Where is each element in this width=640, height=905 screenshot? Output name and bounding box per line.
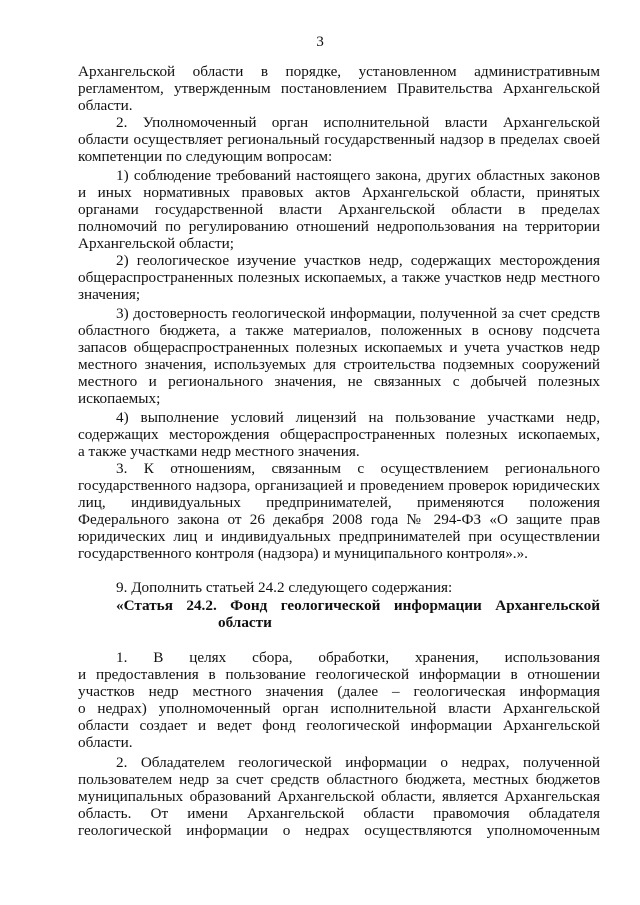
page-number: 3: [316, 33, 324, 50]
text-line: и иных нормативных правовых актов Архангельской области, принятых: [78, 184, 600, 201]
text-line: юридических лиц и индивидуальных предпринимателей при осуществлении: [78, 528, 600, 545]
text-line: лиц, индивидуальных предпринимателей, применяются положения: [78, 494, 600, 511]
text-line: области создает и ведет фонд геологической информации Архангельской: [78, 717, 600, 734]
text-line: 3) достоверность геологической информации, полученной за счет средств: [116, 305, 600, 322]
text-line: а также участками недр местного значения.: [78, 443, 360, 460]
text-line: о недрах) уполномоченный орган исполнительной власти Архангельской: [78, 700, 600, 717]
text-line: области.: [78, 734, 133, 751]
text-line: 2) геологическое изучение участков недр, содержащих месторождения: [116, 252, 600, 269]
text-line: регламентом, утвержденным постановлением Правительства Архангельской: [78, 80, 600, 97]
text-line: областного бюджета, а также материалов, положенных в основу подсчета: [78, 322, 600, 339]
text-line: 3. К отношениям, связанным с осуществлением регионального: [116, 460, 600, 477]
text-line: Архангельской области;: [78, 235, 234, 252]
text-line: пользователем недр за счет средств областного бюджета, местных бюджетов: [78, 771, 600, 788]
text-line: 2. Обладателем геологической информации о недрах, полученной: [116, 754, 600, 771]
text-line: государственного надзора, организацией и проведением проверок юридических: [78, 477, 600, 494]
text-line: область. От имени Архангельской области правомочия обладателя: [78, 805, 600, 822]
text-line: государственного контроля (надзора) и муниципального контроля».».: [78, 545, 528, 562]
text-line: геологической информации о недрах осуществляются уполномоченным: [78, 822, 600, 839]
text-line: участков недр местного значения (далее – геологическая информация: [78, 683, 600, 700]
text-line: области осуществляет региональный государственный надзор в пределах своей: [78, 131, 600, 148]
text-line: Архангельской области в порядке, установленном административным: [78, 63, 600, 80]
text-line: общераспространенных полезных ископаемых, а также участков недр местного: [78, 269, 600, 286]
text-line: 1) соблюдение требований настоящего закона, других областных законов: [116, 167, 600, 184]
text-line: 2. Уполномоченный орган исполнительной власти Архангельской: [116, 114, 600, 131]
text-line: и предоставления в пользование геологической информации в отношении: [78, 666, 600, 683]
text-line: 1. В целях сбора, обработки, хранения, использования: [116, 649, 600, 666]
text-line: запасов общераспространенных полезных ископаемых и учета участков недр: [78, 339, 600, 356]
text-line: «Статья 24.2. Фонд геологической информации Архангельской: [116, 597, 600, 614]
text-line: 9. Дополнить статьей 24.2 следующего содержания:: [116, 579, 453, 596]
text-line: 4) выполнение условий лицензий на пользование участками недр,: [116, 409, 600, 426]
text-line: области.: [78, 97, 133, 114]
text-line: Федерального закона от 26 декабря 2008 года № 294-ФЗ «О защите прав: [78, 511, 600, 528]
text-line: полномочий по регулированию отношений недропользования на территории: [78, 218, 600, 235]
text-line: содержащих месторождения общераспространенных полезных ископаемых,: [78, 426, 600, 443]
text-line: значения;: [78, 286, 141, 303]
text-line: местного и регионального значения, не связанных с добычей полезных: [78, 373, 600, 390]
text-line: компетенции по следующим вопросам:: [78, 148, 333, 165]
text-line: области: [218, 614, 272, 631]
text-line: местного значения, используемых для строительства подземных сооружений: [78, 356, 600, 373]
text-line: муниципальных образований Архангельской области, является Архангельская: [78, 788, 600, 805]
text-line: ископаемых;: [78, 390, 161, 407]
text-line: органами государственной власти Архангельской области в пределах: [78, 201, 600, 218]
